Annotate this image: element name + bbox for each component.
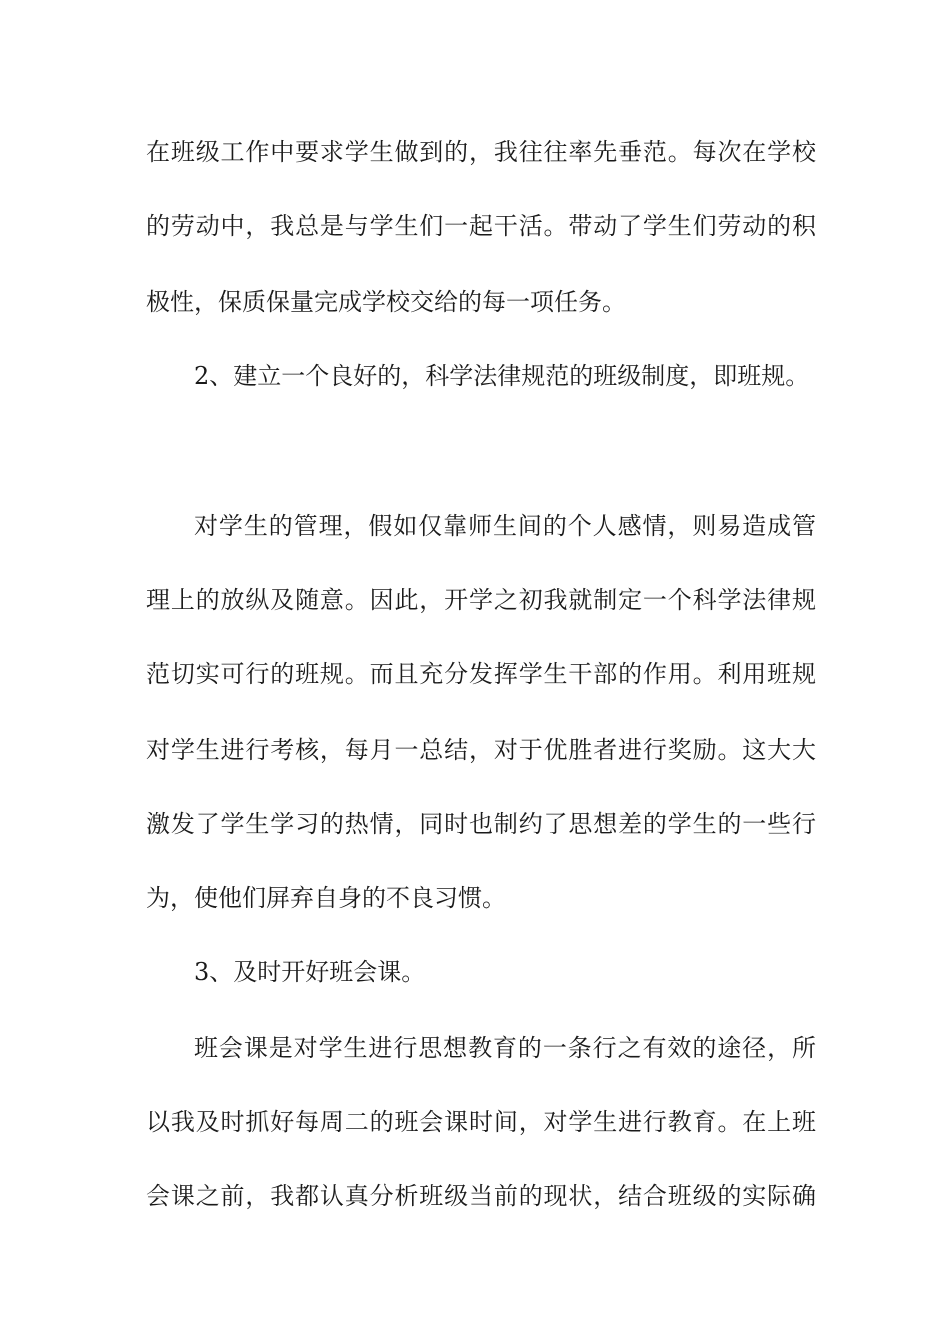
text-line: 对学生进行考核，每月一总结，对于优胜者进行奖励。这大大 — [146, 736, 816, 764]
text-line: 在班级工作中要求学生做到的，我往往率先垂范。每次在学校 — [146, 138, 816, 166]
text-line: 会课之前，我都认真分析班级当前的现状，结合班级的实际确 — [146, 1182, 816, 1210]
text-line: 以我及时抓好每周二的班会课时间，对学生进行教育。在上班 — [146, 1108, 816, 1136]
section-heading-3: 3、及时开好班会课。 — [194, 958, 426, 986]
text-line: 的劳动中，我总是与学生们一起干活。带动了学生们劳动的积 — [146, 212, 816, 240]
text-line: 理上的放纵及随意。因此，开学之初我就制定一个科学法律规 — [146, 586, 816, 614]
text-line: 为，使他们屏弃自身的不良习惯。 — [146, 884, 506, 912]
text-line: 对学生的管理，假如仅靠师生间的个人感情，则易造成管 — [194, 512, 816, 540]
text-line: 极性，保质保量完成学校交给的每一项任务。 — [146, 288, 626, 316]
text-line: 班会课是对学生进行思想教育的一条行之有效的途径，所 — [194, 1034, 816, 1062]
text-line: 范切实可行的班规。而且充分发挥学生干部的作用。利用班规 — [146, 660, 816, 688]
text-line: 激发了学生学习的热情，同时也制约了思想差的学生的一些行 — [146, 810, 816, 838]
section-heading-2: 2、建立一个良好的，科学法律规范的班级制度，即班规。 — [194, 362, 810, 390]
